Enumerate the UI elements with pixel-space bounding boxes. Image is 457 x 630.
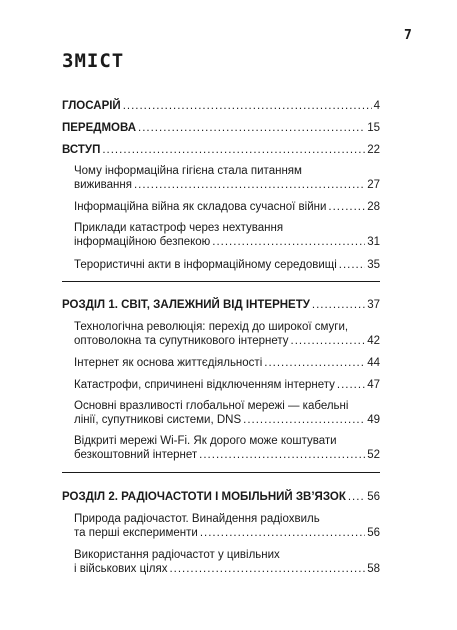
toc-entry-title: інформаційною безпекою <box>74 236 211 248</box>
toc-entry-title: РОЗДІЛ 2. РАДІОЧАСТОТИ І МОБІЛЬНИЙ ЗВ’ЯЗОК <box>62 491 346 503</box>
toc-entry-introduction[interactable] <box>62 143 380 157</box>
toc-entry-foreword[interactable] <box>62 121 380 135</box>
section-divider <box>62 281 380 282</box>
page-title: ЗМІСТ <box>62 50 125 72</box>
toc-subentry[interactable] <box>74 258 380 272</box>
toc-subentry-line: Основні вразливості глобальної мережі — кабельні <box>74 400 349 412</box>
page-number: 7 <box>404 28 412 43</box>
toc-entry-page: 15 <box>367 122 380 134</box>
toc-entry-glossary[interactable] <box>62 99 380 113</box>
toc-entry-page: 28 <box>367 201 380 213</box>
dot-leader <box>243 413 365 427</box>
toc-subentry[interactable] <box>74 200 380 214</box>
toc-entry-title: Катастрофи, спричинені відключенням інтернету <box>74 379 335 391</box>
dot-leader <box>264 356 365 370</box>
toc-entry-title: ГЛОСАРІЙ <box>62 100 121 112</box>
toc-subentry[interactable] <box>74 334 380 348</box>
dot-leader <box>138 121 365 135</box>
toc-entry-page: 47 <box>367 379 380 391</box>
dot-leader <box>199 448 365 462</box>
toc-entry-title: оптоволокна та супутникового інтернету <box>74 335 289 347</box>
dot-leader <box>312 298 365 312</box>
dot-leader <box>123 99 372 113</box>
dot-leader <box>339 258 365 272</box>
toc-entry-title: ПЕРЕДМОВА <box>62 122 137 134</box>
toc-entry-title: Інформаційна війна як складова сучасної війни <box>74 201 327 213</box>
dot-leader <box>212 235 365 249</box>
toc-subentry[interactable] <box>74 562 380 576</box>
toc-subentry-line: Чому інформаційна гігієна стала питанням <box>74 165 302 177</box>
toc-entry-title: та перші експерименти <box>74 527 198 539</box>
toc-subentry[interactable] <box>74 526 380 540</box>
toc-entry-page: 58 <box>367 563 380 575</box>
toc-entry-title: Інтернет як основа життєдіяльності <box>74 357 263 369</box>
toc-subentry-line: Використання радіочастот у цивільних <box>74 549 280 561</box>
toc-entry-title: Терористичні акти в інформаційному середовищі <box>74 259 337 271</box>
dot-leader <box>134 178 365 192</box>
toc-subentry-line: Відкриті мережі Wi-Fi. Як дорого може коштувати <box>74 435 337 447</box>
toc-subentry[interactable] <box>74 235 380 249</box>
toc-entry-page: 4 <box>373 100 380 112</box>
toc-entry-page: 27 <box>367 179 380 191</box>
toc-subentry[interactable] <box>74 448 380 462</box>
toc-entry-title: безкоштовний інтернет <box>74 449 198 461</box>
toc-subentry-line: Природа радіочастот. Винайдення радіохвиль <box>74 513 320 525</box>
toc-subentry[interactable] <box>74 413 380 427</box>
toc-entry-title: РОЗДІЛ 1. СВІТ, ЗАЛЕЖНИЙ ВІД ІНТЕРНЕТУ <box>62 299 310 311</box>
toc-subentry[interactable] <box>74 378 380 392</box>
dot-leader <box>169 562 365 576</box>
toc-entry-page: 37 <box>367 299 380 311</box>
toc-entry-page: 56 <box>367 491 380 503</box>
dot-leader <box>102 143 365 157</box>
dot-leader <box>337 378 365 392</box>
toc-entry-section-2[interactable] <box>62 490 380 504</box>
toc-subentry[interactable] <box>74 356 380 370</box>
section-divider <box>62 472 380 473</box>
toc-entry-page: 35 <box>367 259 380 271</box>
toc-subentry[interactable] <box>74 178 380 192</box>
dot-leader <box>328 200 365 214</box>
toc-entry-section-1[interactable] <box>62 298 380 312</box>
toc-entry-page: 56 <box>367 527 380 539</box>
toc-entry-page: 49 <box>367 414 380 426</box>
dot-leader <box>348 490 365 504</box>
dot-leader <box>291 334 366 348</box>
toc-entry-title: і військових цілях <box>74 563 168 575</box>
toc-entry-page: 52 <box>367 449 380 461</box>
toc-entry-page: 31 <box>367 236 380 248</box>
toc-entry-page: 44 <box>367 357 380 369</box>
toc-entry-title: виживання <box>74 179 132 191</box>
toc-subentry-line: Технологічна революція: перехід до широкої смуги, <box>74 321 349 333</box>
dot-leader <box>200 526 365 540</box>
toc-subentry-line: Приклади катастроф через нехтування <box>74 222 284 234</box>
toc-entry-page: 22 <box>367 144 380 156</box>
toc-entry-title: ВСТУП <box>62 144 101 156</box>
toc-entry-page: 42 <box>367 335 380 347</box>
toc-entry-title: лінії, супутникові системи, DNS <box>74 414 242 426</box>
